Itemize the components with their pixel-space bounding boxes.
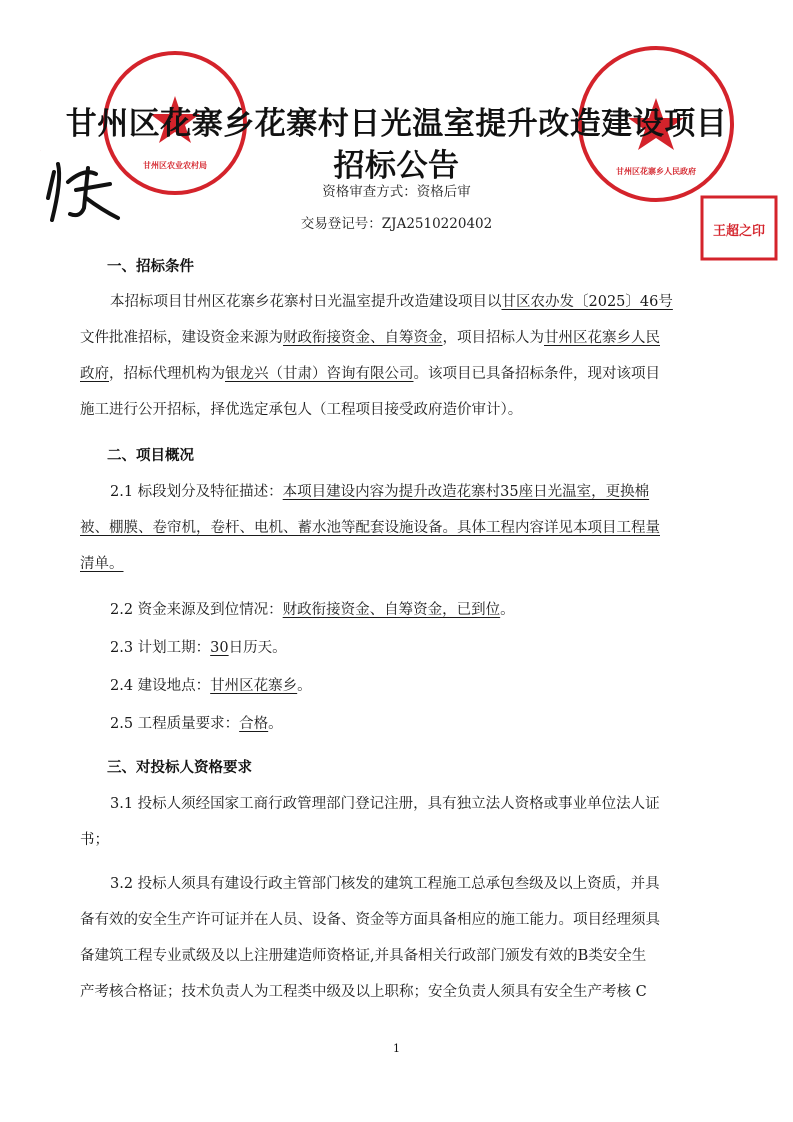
section-heading-2: 二、项目概况 <box>107 448 194 464</box>
paragraph-line <box>110 292 673 312</box>
text-span: 。 <box>268 716 283 732</box>
text-span: 2.2 资金来源及到位情况： <box>110 602 283 618</box>
paragraph-line <box>110 638 287 658</box>
funding-status: 财政衔接资金、自筹资金，已到位 <box>282 602 501 618</box>
paragraph-line <box>110 676 312 696</box>
text-span: 。 <box>297 678 312 694</box>
text-span: 2.1 标段划分及特征描述： <box>110 484 283 500</box>
paragraph-line <box>80 328 660 348</box>
paragraph-line: 备有效的安全生产许可证并在人员、设备、资金等方面具备相应的施工能力。项目经理须具 <box>80 912 660 928</box>
section-heading-3: 三、对投标人资格要求 <box>107 760 252 776</box>
paragraph-line: 3.2 投标人须具有建设行政主管部门核发的建筑工程施工总承包叁级及以上资质，并具 <box>110 876 660 892</box>
qualification-method: 资格审查方式：资格后审 <box>322 184 471 200</box>
text-span: 2.3 计划工期： <box>110 640 211 656</box>
personal-square-seal <box>700 195 778 261</box>
quality-requirement: 合格 <box>239 716 269 732</box>
registration-number: 交易登记号：ZJA2510220402 <box>300 216 493 232</box>
personal-seal-text: 王超之印 <box>712 224 766 239</box>
project-description: 本项目建设内容为提升改造花寨村35座日光温室，更换棉 <box>282 484 650 500</box>
signature-text: 张 <box>40 150 41 151</box>
paragraph-line: 施工进行公开招标，择优选定承包人（工程项目接受政府造价审计）。 <box>80 402 523 418</box>
text-span: 。 <box>500 602 515 618</box>
paragraph-line <box>110 600 515 620</box>
text-span: 本招标项目甘州区花寨乡花寨村日光温室提升改造建设项目以 <box>110 294 502 310</box>
paragraph-line <box>80 554 124 574</box>
text-span: 。该项目已具备招标条件，现对该项目 <box>413 366 660 382</box>
paragraph-line <box>110 482 649 502</box>
paragraph-line: 3.1 投标人须经国家工商行政管理部门登记注册，具有独立法人资格或事业单位法人证 <box>110 796 660 812</box>
right-seal-text: 甘州区花寨乡人民政府 <box>616 167 696 176</box>
page-subtitle: 招标公告 <box>333 148 460 184</box>
text-span: 文件批准招标，建设资金来源为 <box>80 330 283 346</box>
paragraph-line: 备建筑工程专业贰级及以上注册建造师资格证,并具备相关行政部门颁发有效的B类安全生 <box>80 948 647 964</box>
agency-name: 银龙兴（甘肃）咨询有限公司 <box>225 366 414 382</box>
text-span: ，项目招标人为 <box>442 330 544 346</box>
construction-site: 甘州区花寨乡 <box>210 678 298 694</box>
paragraph-line: 被、棚膜、卷帘机，卷杆、电机、蓄水池等配套设施设备。具体工程内容详见本项目工程量 <box>80 520 660 536</box>
tenderer-name: 甘州区花寨乡人民 <box>544 330 660 346</box>
duration-days: 30 <box>210 640 229 656</box>
page-title: 甘州区花寨乡花寨村日光温室提升改造建设项目 <box>65 106 728 142</box>
text-span: 2.4 建设地点： <box>110 678 211 694</box>
text-span: 日历天。 <box>228 640 287 656</box>
section-heading-1: 一、招标条件 <box>107 259 194 275</box>
funding-source: 财政衔接资金、自筹资金 <box>283 330 443 346</box>
paragraph-line: 书； <box>80 832 109 848</box>
paragraph-line: 产考核合格证；技术负责人为工程类中级及以上职称；安全负责人须具有安全生产考核 C <box>80 984 647 1000</box>
text-span: ，招标代理机构为 <box>109 366 225 382</box>
approval-doc-number: 甘区农办发〔2025〕46号 <box>501 294 673 310</box>
tenderer-name-cont: 政府 <box>80 366 109 382</box>
paragraph-line <box>110 714 283 734</box>
paragraph-line <box>80 364 660 384</box>
left-seal-text: 甘州区农业农村局 <box>143 161 207 170</box>
page-number: 1 <box>393 1042 400 1055</box>
text-span: 清单。 <box>80 556 124 572</box>
text-span: 2.5 工程质量要求： <box>110 716 240 732</box>
